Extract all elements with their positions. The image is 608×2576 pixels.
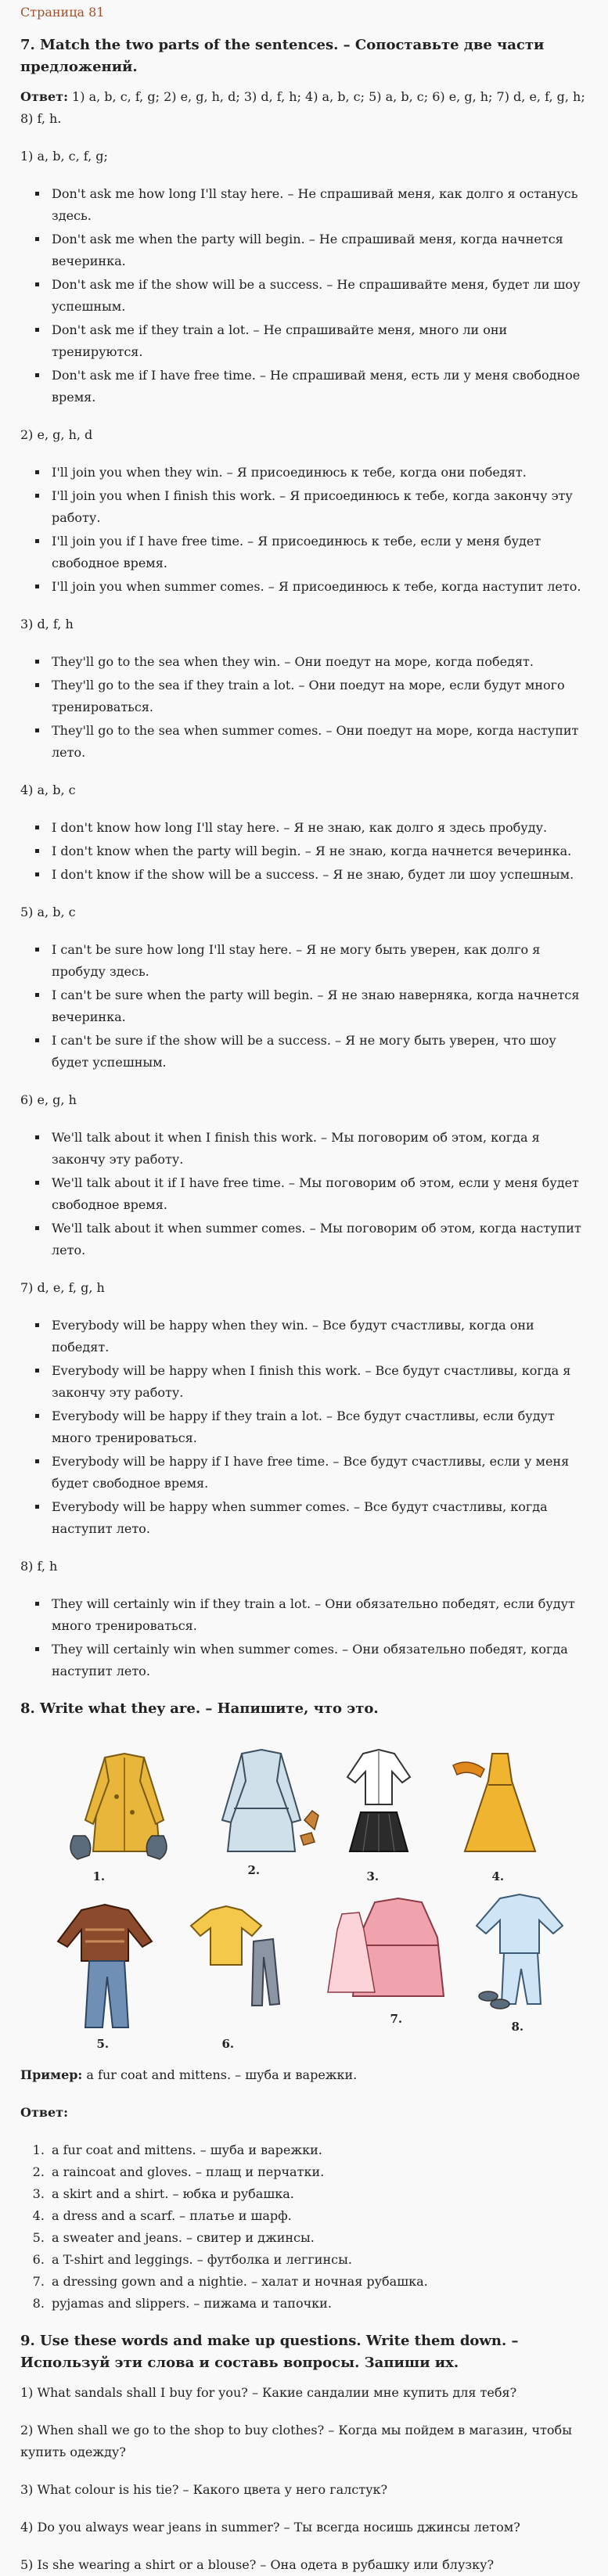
list-item: 7. a dressing gown and a nightie. – халат и ночная рубашка. [49,2271,588,2293]
list-item: ▪ Everybody will be happy when they win. – Все будут счастливы, когда они победят. [49,1315,588,1358]
example-text: a fur coat and mittens. – шуба и варежки. [82,2067,358,2082]
list-item: ▪ I don't know how long I'll stay here. – Я не знаю, как долго я здесь пробуду. [49,817,588,839]
group-sentences [20,1127,588,1261]
figure-label-4: 4. [491,1869,505,1883]
skirt-icon [350,1812,408,1851]
list-item: ▪ Everybody will be happy when summer comes. – Все будут счастливы, когда наступит лето. [49,1496,588,1540]
list-item: ▪ I don't know if the show will be a success. – Я не знаю, будет ли шоу успешным. [49,864,588,886]
figure-label-2: 2. [247,1863,261,1877]
group-sentences [20,1315,588,1540]
list-item: ▪ I don't know when the party will begin. – Я не знаю, когда начнется вечеринка. [49,840,588,862]
group-sentences [20,1593,588,1682]
list-item: ▪ I can't be sure when the party will begin. – Я не знаю наверняка, когда начнется вечеринка. [49,984,588,1028]
exercise-8-answer-label-line [20,2102,588,2124]
list-item: ▪ We'll talk about it when summer comes. – Мы поговорим об этом, когда наступит лето. [49,1218,588,1261]
group-label: 4) a, b, c [20,783,76,797]
group-sentences [20,183,588,408]
exercise-8-example [20,2064,588,2086]
figure-label-1: 1. [92,1869,106,1883]
exercise-7-groups [20,146,588,1682]
exercise-9-title: 9. Use these words and make up questions. Write them down. – Используй эти слова и составь вопросы. Запиши их. [20,2333,519,2371]
list-item: ▪ We'll talk about it when I finish this work. – Мы поговорим об этом, когда я закончу эту работу. [49,1127,588,1171]
group-label: 3) d, f, h [20,617,74,631]
figure-label-3: 3. [366,1869,380,1883]
list-item: 6. a T-shirt and leggings. – футболка и леггинсы. [49,2249,588,2271]
list-item: 5. a sweater and jeans. – свитер и джинсы. [49,2227,588,2249]
exercise-8-answers [20,2139,588,2315]
page-link[interactable]: Страница 81 [20,5,105,20]
list-item: ▪ Don't ask me if the show will be a success. – Не спрашивайте меня, будет ли шоу успешным. [49,274,588,318]
answer-label: Ответ: [20,89,68,104]
group-label: 1) a, b, c, f, g; [20,149,108,164]
list-item: 1. a fur coat and mittens. – шуба и варежки. [49,2139,588,2161]
list-item: 2. a raincoat and gloves. – плащ и перчатки. [49,2161,588,2183]
clothes-figure [31,1734,578,2051]
group-label: 8) f, h [20,1559,58,1574]
list-item: ▪ They will certainly win if they train a lot. – Они обязательно победят, если будут много тренироваться. [49,1593,588,1637]
group-label: 7) d, e, f, g, h [20,1280,105,1295]
sweater-icon [58,1905,152,1961]
scarf-icon [453,1762,484,1777]
leggings-icon [252,1939,279,2006]
answer-label: Ответ: [20,2105,68,2120]
list-item: ▪ They will certainly win when summer comes. – Они обязательно победят, когда наступит лето. [49,1639,588,1682]
list-item: 4. a dress and a scarf. – платье и шарф. [49,2205,588,2227]
question: 2) When shall we go to the shop to buy clothes? – Когда мы пойдем в магазин, чтобы купить одежду? [20,2423,572,2459]
figure-label-5: 5. [96,2037,110,2051]
group-label: 2) e, g, h, d [20,427,93,442]
page [0,2,608,2576]
group-label: 5) a, b, c [20,905,76,919]
group-label: 6) e, g, h [20,1092,77,1107]
list-item: ▪ Don't ask me if I have free time. – Не спрашивай меня, есть ли у меня свободное время. [49,365,588,408]
list-item: ▪ Don't ask me when the party will begin. – Не спрашивай меня, когда начнется вечеринка. [49,228,588,272]
exercise-7-answer [20,86,588,130]
question: 4) Do you always wear jeans in summer? – Ты всегда носишь джинсы летом? [20,2520,520,2535]
list-item: ▪ Don't ask me how long I'll stay here. – Не спрашивай меня, как долго я останусь здесь. [49,183,588,227]
exercise-7-title: 7. Match the two parts of the sentences. – Сопоставьте две части предложений. [20,37,545,75]
t-shirt-icon [191,1906,261,1965]
list-item: ▪ I'll join you if I have free time. – Я присоединюсь к тебе, если у меня будет свободное время. [49,531,588,574]
list-item: ▪ I'll join you when I finish this work. – Я присоединюсь к тебе, когда закончу эту работу. [49,485,588,529]
list-item: ▪ I'll join you when they win. – Я присоединюсь к тебе, когда они победят. [49,462,588,484]
exercise-8-title: 8. Write what they are. – Напишите, что это. [20,1700,379,1717]
group-sentences [20,462,588,598]
question: 3) What colour is his tie? – Какого цвета у него галстук? [20,2482,388,2497]
group-sentences [20,939,588,1074]
exercise-9-questions [20,2382,588,2576]
example-label: Пример: [20,2067,83,2082]
list-item: 3. a skirt and a shirt. – юбка и рубашка. [49,2183,588,2205]
jeans-icon [85,1961,128,2027]
figure-label-7: 7. [390,2012,403,2026]
gloves-icon [300,1811,318,1845]
list-item: ▪ They'll go to the sea when they win. – Они поедут на море, когда победят. [49,651,588,673]
list-item: ▪ Everybody will be happy when I finish this work. – Все будут счастливы, когда я закончу эту работу. [49,1360,588,1404]
list-item: ▪ I can't be sure how long I'll stay here. – Я не могу быть уверен, как долго я пробуду здесь. [49,939,588,983]
list-item: 8. pyjamas and slippers. – пижама и тапочки. [49,2293,588,2315]
shirt-icon [347,1750,410,1804]
list-item: ▪ Don't ask me if they train a lot. – Не спрашивайте меня, много ли они тренируются. [49,319,588,363]
question: 1) What sandals shall I buy for you? – Какие сандалии мне купить для тебя? [20,2385,517,2400]
pyjamas-icon [477,1894,563,2004]
group-sentences [20,817,588,886]
figure-label-8: 8. [511,2020,524,2034]
list-item: ▪ We'll talk about it if I have free time. – Мы поговорим об этом, если у меня будет свободное время. [49,1172,588,1216]
list-item: ▪ Everybody will be happy if they train a lot. – Все будут счастливы, если будут много тренироваться. [49,1405,588,1449]
list-item: ▪ They'll go to the sea when summer comes. – Они поедут на море, когда наступит лето. [49,720,588,764]
raincoat-icon [222,1750,300,1851]
clothes-illustration [31,1734,578,2047]
list-item: ▪ Everybody will be happy if I have free time. – Все будут счастливы, если у меня будет свободное время. [49,1451,588,1495]
answer-text: 1) a, b, c, f, g; 2) e, g, h, d; 3) d, f, h; 4) a, b, c; 5) a, b, c; 6) e, g, h; 7) d, e, f, g, h; 8) f, h. [20,89,585,126]
list-item: ▪ They'll go to the sea if they train a lot. – Они поедут на море, если будут много тренироваться. [49,675,588,718]
group-sentences [20,651,588,764]
list-item: ▪ I can't be sure if the show will be a success. – Я не могу быть уверен, что шоу будет успешным. [49,1030,588,1074]
list-item: ▪ I'll join you when summer comes. – Я присоединюсь к тебе, когда наступит лето. [49,576,588,598]
question: 5) Is she wearing a shirt or a blouse? – Она одета в рубашку или блузку? [20,2557,495,2572]
figure-label-6: 6. [221,2037,235,2051]
